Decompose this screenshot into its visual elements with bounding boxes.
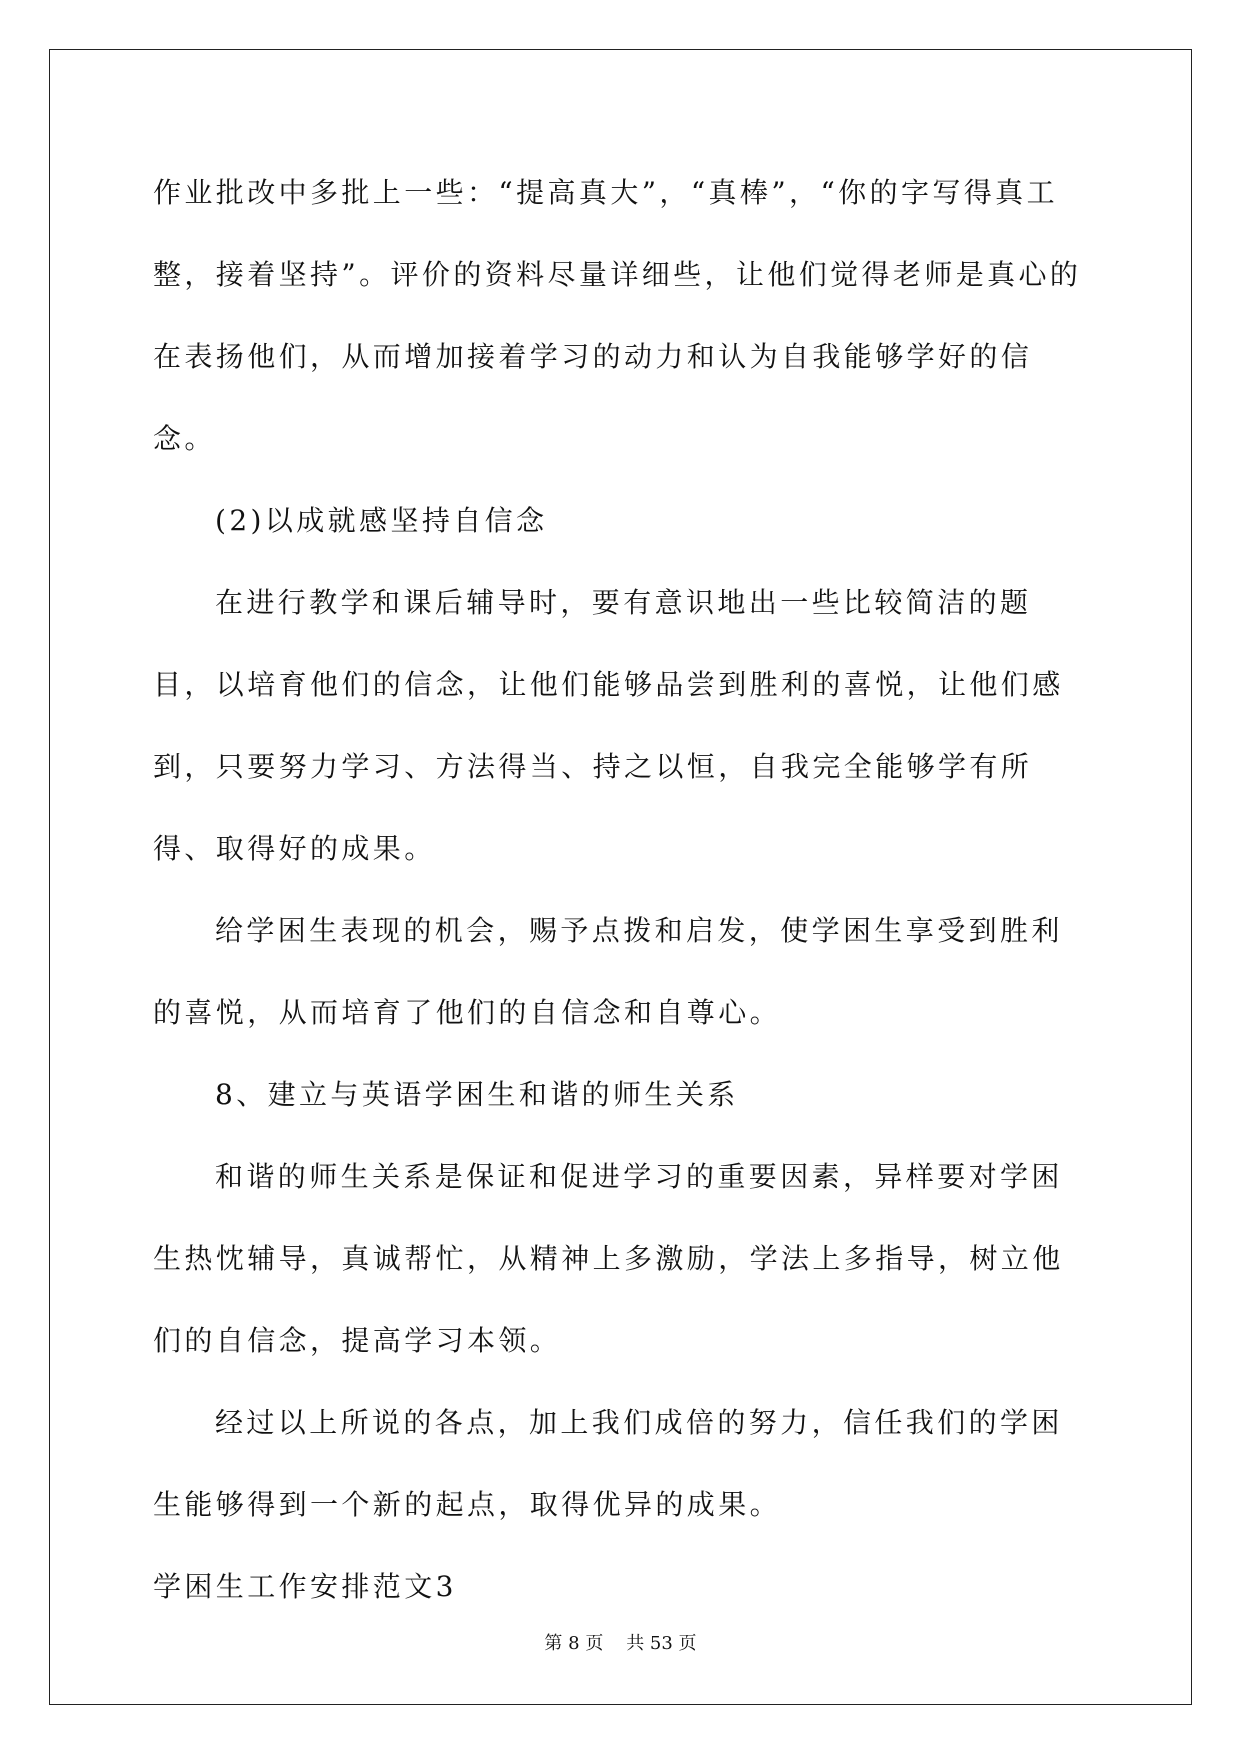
paragraph-7: 经过以上所说的各点，加上我们成倍的努力，信任我们的学困生能够得到一个新的起点，取得优异的成果。 [153,1406,1063,1521]
document-body [153,152,1093,1628]
paragraph-6: 和谐的师生关系是保证和促进学习的重要因素，异样要对学困生热忱辅导，真诚帮忙，从精神上多激励，学法上多指导，树立他们的自信念，提高学习本领。 [153,1160,1064,1357]
paragraph-5-heading: 8、建立与英语学困生和谐的师生关系 [215,1078,739,1111]
section-title: 学困生工作安排范文3 [153,1570,457,1603]
paragraph-3: 在进行教学和课后辅导时，要有意识地出一些比较简洁的题目，以培育他们的信念，让他们能够品尝到胜利的喜悦，让他们感到，只要努力学习、方法得当、持之以恒，自我完全能够学有所得、取得好的成果。 [153,586,1064,865]
page-number-footer: 第 8 页 共 53 页 [544,1633,697,1654]
paragraph-4: 给学困生表现的机会，赐予点拨和启发，使学困生享受到胜利的喜悦，从而培育了他们的自信念和自尊心。 [153,914,1063,1029]
paragraph-1: 作业批改中多批上一些：“提高真大”，“真棒”，“你的字写得真工整，接着坚持”。评价的资料尽量详细些，让他们觉得老师是真心的在表扬他们，从而增加接着学习的动力和认为自我能够学好的信念。 [153,176,1082,455]
paragraph-2-heading: (2)以成就感坚持自信念 [215,504,548,537]
